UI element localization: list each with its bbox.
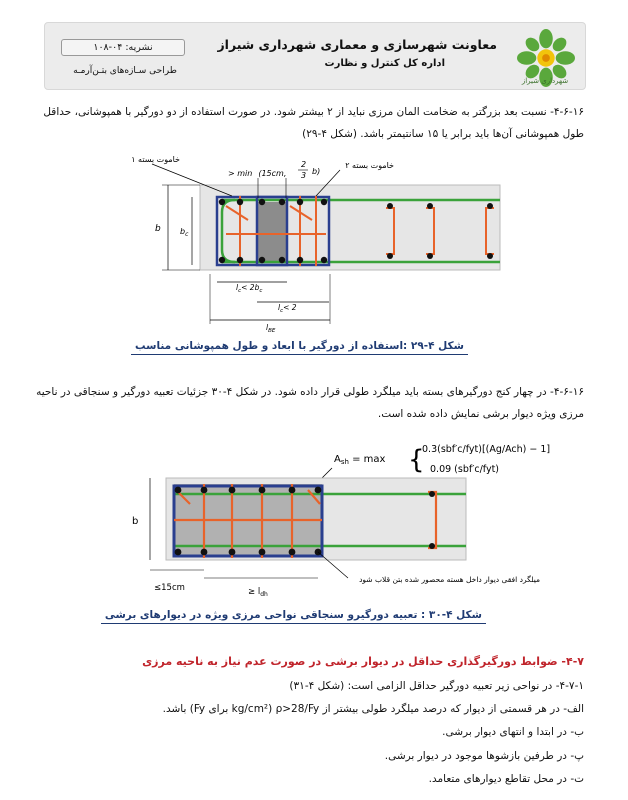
label-b-close: b): [312, 167, 321, 176]
para1-line2: طول همپوشانی آن‌ها باید برابر یا ۱۵ سانتیمتر باشد. (شکل ۴-۲۹): [302, 128, 584, 140]
formula-lhs: $A_{sh} = \max$: [334, 454, 386, 466]
section-line-1: ۴-۷-۱- در نواحی زیر تعبیه دورگیر حداقل الزامی است: (شکل ۴-۳۱): [289, 680, 584, 692]
section-line-2: الف- در هر قسمتی از دیوار که درصد میلگرد طولی بیشتر از ρ>28/Fy (kg/cm² برای Fy) باشد.: [162, 703, 584, 715]
figure-4-29: [131, 150, 510, 340]
section-line-3: ب- در ابتدا و انتهای دیوار برشی.: [442, 726, 584, 738]
page-header: [44, 22, 586, 90]
label-lbe: $l_{BE}$: [266, 323, 276, 334]
label-frac-den: 3: [301, 171, 307, 180]
label-b-2: b: [132, 516, 139, 527]
overlap-zone: [258, 202, 286, 262]
svg-text:{: {: [408, 445, 425, 475]
label-tie2: خاموت بسته ۲: [345, 161, 394, 170]
figure-4-30: [110, 428, 550, 600]
para2-line2: مرزی ویژه دیوار برشی نمایش داده شده است.: [377, 408, 584, 420]
org-subtitle: اداره کل کنترل و نظارت: [324, 58, 445, 69]
org-title: معاونت شهرسازی و معماری شهرداری شیراز: [217, 37, 497, 52]
formula-row1: 0.3(sbf′c/fyt)[(Ag/Ach) − 1]: [422, 444, 551, 455]
para2-line1: ۴-۶-۱۶- در چهار کنج دورگیرهای بسته باید میلگرد طولی قرار داده شود. در شکل ۴-۳۰ جزئیات تعبیه دورگیر و سنجاقی در ناحیه: [36, 386, 584, 398]
formula-row2: 0.09 (sbf′c/fyt): [430, 464, 500, 475]
figure-4-29-caption: شکل ۴-۲۹ :استفاده از دورگیر با ابعاد و طول همپوشانی مناسب: [131, 340, 468, 355]
label-b: b: [155, 224, 161, 234]
paragraph-4-6-16a: [36, 101, 584, 145]
label-bc: $b_c$: [180, 227, 189, 238]
paragraph-4-6-16b: [36, 381, 584, 425]
label-min: > min (15cm,: [228, 169, 287, 178]
section-4-7-title: ۴-۷- ضوابط دورگیرگذاری حداقل در دیوار برشی در صورت عدم نیاز به ناحیه مرزی: [142, 655, 584, 668]
para1-line1: ۴-۶-۱۶- نسبت بعد بزرگتر به ضخامت المان مرزی نباید از ۲ بیشتر شود. در صورت استفاده از دو دورگیر با همپوشانی، حداقل: [43, 106, 584, 118]
publication-subtitle: طراحی سـازه‌های بتـن‌آرمـه: [73, 66, 177, 76]
label-ldh: ≥ $l_{dh}$: [248, 587, 268, 598]
section-line-5: ت- در محل تقاطع دیوارهای متعامد.: [428, 773, 584, 785]
label-frac-num: 2: [301, 160, 307, 169]
label-15cm: ≤15cm: [154, 583, 185, 593]
label-l1: $l_c< 2b_c$: [236, 283, 263, 294]
figure-4-30-caption: شکل ۴-۳۰ : تعبیه دورگیرو سنجاقی نواحی مرزی ویژه در دیوارهای برشی: [101, 609, 486, 624]
label-hoop-note: میلگرد افقی دیوار داخل هسته محصور شده بتن قلاب شود: [359, 575, 540, 584]
publication-number: نشریه: ۰۴-۱۰۸: [61, 39, 185, 56]
label-l2: $l_c< 2$: [278, 303, 297, 314]
label-tie1: خاموت بسته ۱: [131, 155, 180, 164]
logo-caption: شهرداری شیراز: [521, 77, 569, 85]
section-line-4: پ- در طرفین بازشوها موجود در دیوار برشی.: [384, 750, 584, 762]
